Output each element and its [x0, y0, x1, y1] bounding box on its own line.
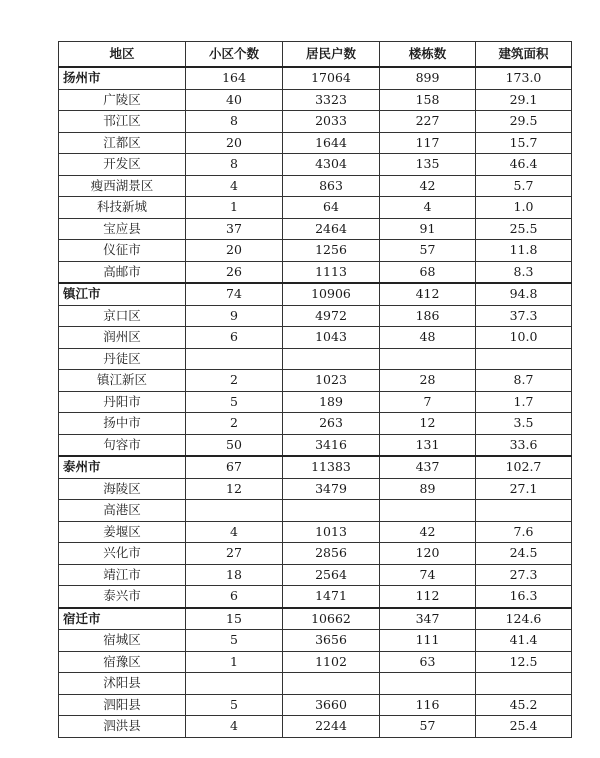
cell-region: 丹阳市 — [59, 391, 186, 413]
cell-floor-area: 27.3 — [476, 564, 572, 586]
cell-region: 扬中市 — [59, 413, 186, 435]
cell-floor-area: 25.5 — [476, 218, 572, 240]
cell-building-count — [380, 500, 476, 522]
table-row — [59, 478, 572, 500]
cell-building-count: 12 — [380, 413, 476, 435]
cell-household-count: 2856 — [283, 543, 380, 565]
cell-floor-area: 45.2 — [476, 694, 572, 716]
cell-floor-area: 27.1 — [476, 478, 572, 500]
cell-community-count: 74 — [186, 283, 283, 305]
cell-household-count: 2464 — [283, 218, 380, 240]
table-row — [59, 327, 572, 349]
table-header-row — [59, 42, 572, 68]
cell-household-count — [283, 673, 380, 695]
cell-floor-area: 124.6 — [476, 608, 572, 630]
cell-household-count: 1013 — [283, 521, 380, 543]
cell-household-count: 3323 — [283, 89, 380, 111]
cell-building-count: 63 — [380, 651, 476, 673]
cell-building-count: 412 — [380, 283, 476, 305]
cell-building-count: 7 — [380, 391, 476, 413]
cell-community-count: 20 — [186, 132, 283, 154]
cell-region: 丹徒区 — [59, 348, 186, 370]
cell-community-count: 8 — [186, 111, 283, 133]
cell-community-count: 5 — [186, 694, 283, 716]
cell-region: 泗阳县 — [59, 694, 186, 716]
cell-community-count: 9 — [186, 305, 283, 327]
cell-floor-area: 11.8 — [476, 240, 572, 262]
cell-community-count: 5 — [186, 391, 283, 413]
cell-community-count: 1 — [186, 197, 283, 219]
table-row — [59, 89, 572, 111]
table-row — [59, 348, 572, 370]
cell-region: 海陵区 — [59, 478, 186, 500]
cell-floor-area: 37.3 — [476, 305, 572, 327]
cell-building-count: 91 — [380, 218, 476, 240]
cell-region: 泰兴市 — [59, 586, 186, 608]
cell-building-count: 112 — [380, 586, 476, 608]
cell-region: 高港区 — [59, 500, 186, 522]
cell-region: 润州区 — [59, 327, 186, 349]
cell-floor-area: 25.4 — [476, 716, 572, 738]
header-region: 地区 — [59, 42, 186, 68]
cell-community-count: 2 — [186, 413, 283, 435]
header-floor-area: 建筑面积 — [476, 42, 572, 68]
cell-floor-area — [476, 500, 572, 522]
header-community-count: 小区个数 — [186, 42, 283, 68]
cell-household-count: 2033 — [283, 111, 380, 133]
cell-building-count: 347 — [380, 608, 476, 630]
cell-household-count: 4972 — [283, 305, 380, 327]
cell-floor-area: 33.6 — [476, 434, 572, 456]
cell-floor-area: 5.7 — [476, 175, 572, 197]
table-row — [59, 197, 572, 219]
cell-floor-area: 29.5 — [476, 111, 572, 133]
cell-community-count: 6 — [186, 327, 283, 349]
cell-floor-area: 8.7 — [476, 370, 572, 392]
header-household-count: 居民户数 — [283, 42, 380, 68]
cell-household-count: 263 — [283, 413, 380, 435]
cell-community-count: 4 — [186, 716, 283, 738]
cell-region: 句容市 — [59, 434, 186, 456]
cell-community-count: 8 — [186, 154, 283, 176]
cell-household-count: 10906 — [283, 283, 380, 305]
cell-floor-area: 3.5 — [476, 413, 572, 435]
cell-region: 邗江区 — [59, 111, 186, 133]
cell-region: 京口区 — [59, 305, 186, 327]
cell-household-count: 2564 — [283, 564, 380, 586]
cell-community-count: 164 — [186, 67, 283, 89]
cell-community-count: 12 — [186, 478, 283, 500]
cell-community-count: 15 — [186, 608, 283, 630]
cell-floor-area: 10.0 — [476, 327, 572, 349]
cell-region: 扬州市 — [59, 67, 186, 89]
table-row — [59, 651, 572, 673]
table-row-city — [59, 283, 572, 305]
cell-region: 科技新城 — [59, 197, 186, 219]
cell-floor-area: 41.4 — [476, 630, 572, 652]
table-row — [59, 543, 572, 565]
cell-building-count: 68 — [380, 261, 476, 283]
table-row-city — [59, 67, 572, 89]
cell-region: 宿豫区 — [59, 651, 186, 673]
cell-building-count: 116 — [380, 694, 476, 716]
cell-community-count: 18 — [186, 564, 283, 586]
table-row — [59, 434, 572, 456]
cell-region: 宿城区 — [59, 630, 186, 652]
cell-building-count: 120 — [380, 543, 476, 565]
cell-floor-area: 15.7 — [476, 132, 572, 154]
cell-floor-area: 102.7 — [476, 456, 572, 478]
cell-household-count — [283, 500, 380, 522]
table-row — [59, 305, 572, 327]
cell-region: 镇江新区 — [59, 370, 186, 392]
cell-building-count: 899 — [380, 67, 476, 89]
cell-building-count: 117 — [380, 132, 476, 154]
table-row — [59, 630, 572, 652]
cell-building-count: 42 — [380, 521, 476, 543]
table-row — [59, 500, 572, 522]
cell-building-count: 48 — [380, 327, 476, 349]
table-row — [59, 413, 572, 435]
cell-household-count: 1113 — [283, 261, 380, 283]
cell-building-count: 135 — [380, 154, 476, 176]
table-row — [59, 521, 572, 543]
table-row — [59, 111, 572, 133]
statistics-table — [58, 41, 572, 738]
cell-building-count: 186 — [380, 305, 476, 327]
cell-region: 姜堰区 — [59, 521, 186, 543]
cell-floor-area: 24.5 — [476, 543, 572, 565]
cell-floor-area — [476, 348, 572, 370]
cell-community-count: 50 — [186, 434, 283, 456]
cell-building-count: 57 — [380, 240, 476, 262]
table-row — [59, 154, 572, 176]
cell-floor-area: 94.8 — [476, 283, 572, 305]
cell-community-count: 40 — [186, 89, 283, 111]
cell-building-count: 131 — [380, 434, 476, 456]
table-row-city — [59, 456, 572, 478]
cell-community-count — [186, 348, 283, 370]
cell-building-count: 28 — [380, 370, 476, 392]
cell-community-count: 20 — [186, 240, 283, 262]
cell-community-count: 5 — [186, 630, 283, 652]
table-row — [59, 391, 572, 413]
cell-building-count: 89 — [380, 478, 476, 500]
cell-community-count: 4 — [186, 175, 283, 197]
cell-region: 沭阳县 — [59, 673, 186, 695]
table-row — [59, 261, 572, 283]
cell-household-count: 10662 — [283, 608, 380, 630]
cell-community-count: 26 — [186, 261, 283, 283]
cell-building-count: 111 — [380, 630, 476, 652]
cell-household-count: 863 — [283, 175, 380, 197]
cell-household-count: 1023 — [283, 370, 380, 392]
cell-community-count: 4 — [186, 521, 283, 543]
cell-community-count: 67 — [186, 456, 283, 478]
cell-region: 泰州市 — [59, 456, 186, 478]
cell-region: 兴化市 — [59, 543, 186, 565]
cell-floor-area: 16.3 — [476, 586, 572, 608]
cell-community-count: 37 — [186, 218, 283, 240]
table-row — [59, 240, 572, 262]
cell-community-count: 2 — [186, 370, 283, 392]
table-body — [59, 67, 572, 737]
cell-household-count: 3479 — [283, 478, 380, 500]
cell-region: 泗洪县 — [59, 716, 186, 738]
cell-building-count: 227 — [380, 111, 476, 133]
cell-floor-area — [476, 673, 572, 695]
cell-region: 镇江市 — [59, 283, 186, 305]
cell-floor-area: 12.5 — [476, 651, 572, 673]
cell-building-count: 42 — [380, 175, 476, 197]
cell-household-count — [283, 348, 380, 370]
cell-household-count: 3656 — [283, 630, 380, 652]
cell-region: 广陵区 — [59, 89, 186, 111]
cell-household-count: 189 — [283, 391, 380, 413]
cell-household-count: 17064 — [283, 67, 380, 89]
cell-building-count: 4 — [380, 197, 476, 219]
header-building-count: 楼栋数 — [380, 42, 476, 68]
table-row — [59, 716, 572, 738]
cell-building-count: 74 — [380, 564, 476, 586]
cell-floor-area: 8.3 — [476, 261, 572, 283]
table-row — [59, 673, 572, 695]
cell-community-count: 27 — [186, 543, 283, 565]
cell-community-count: 1 — [186, 651, 283, 673]
cell-floor-area: 46.4 — [476, 154, 572, 176]
cell-household-count: 1256 — [283, 240, 380, 262]
table-row — [59, 694, 572, 716]
cell-region: 宿迁市 — [59, 608, 186, 630]
cell-region: 靖江市 — [59, 564, 186, 586]
cell-household-count: 3416 — [283, 434, 380, 456]
cell-building-count — [380, 673, 476, 695]
cell-household-count: 1644 — [283, 132, 380, 154]
table-row — [59, 218, 572, 240]
cell-building-count: 437 — [380, 456, 476, 478]
table-row — [59, 586, 572, 608]
cell-region: 瘦西湖景区 — [59, 175, 186, 197]
table-row — [59, 132, 572, 154]
table-row — [59, 370, 572, 392]
cell-community-count — [186, 673, 283, 695]
cell-household-count: 1043 — [283, 327, 380, 349]
cell-building-count — [380, 348, 476, 370]
cell-household-count: 11383 — [283, 456, 380, 478]
cell-region: 宝应县 — [59, 218, 186, 240]
cell-building-count: 158 — [380, 89, 476, 111]
cell-floor-area: 7.6 — [476, 521, 572, 543]
cell-household-count: 4304 — [283, 154, 380, 176]
cell-region: 仪征市 — [59, 240, 186, 262]
cell-region: 开发区 — [59, 154, 186, 176]
cell-household-count: 1102 — [283, 651, 380, 673]
cell-household-count: 1471 — [283, 586, 380, 608]
cell-building-count: 57 — [380, 716, 476, 738]
cell-floor-area: 1.0 — [476, 197, 572, 219]
cell-region: 高邮市 — [59, 261, 186, 283]
cell-community-count: 6 — [186, 586, 283, 608]
cell-floor-area: 1.7 — [476, 391, 572, 413]
cell-floor-area: 29.1 — [476, 89, 572, 111]
cell-household-count: 3660 — [283, 694, 380, 716]
table-row — [59, 175, 572, 197]
cell-household-count: 64 — [283, 197, 380, 219]
table-row-city — [59, 608, 572, 630]
cell-community-count — [186, 500, 283, 522]
table-row — [59, 564, 572, 586]
cell-floor-area: 173.0 — [476, 67, 572, 89]
cell-household-count: 2244 — [283, 716, 380, 738]
cell-region: 江都区 — [59, 132, 186, 154]
